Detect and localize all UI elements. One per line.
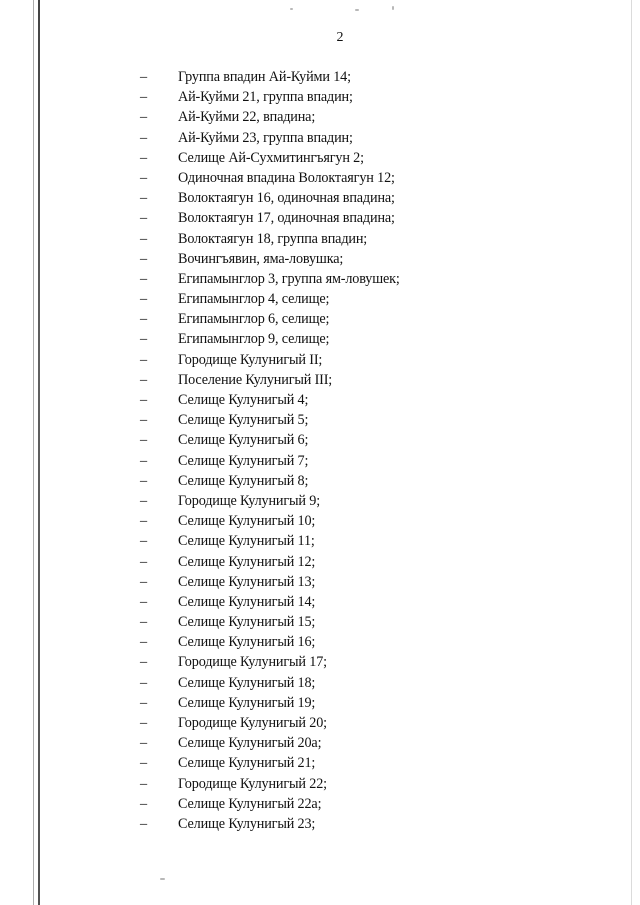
list-item xyxy=(0,632,640,652)
list-dash: – xyxy=(140,210,148,227)
list-item xyxy=(0,491,640,511)
list-item xyxy=(0,329,640,349)
scan-speck xyxy=(355,9,359,11)
list-item-text: Селище Кулунигый 8; xyxy=(178,472,309,489)
list-dash: – xyxy=(140,533,148,550)
list-item-text: Селище Кулунигый 6; xyxy=(178,432,309,449)
list-item-text: Ай-Куйми 23, группа впадин; xyxy=(178,129,353,146)
list-item xyxy=(0,67,640,87)
list-dash: – xyxy=(140,715,148,731)
list-item xyxy=(0,794,640,814)
list-item xyxy=(0,430,640,450)
list-dash: – xyxy=(140,775,148,792)
list-item xyxy=(0,511,640,531)
list-item-text: Селище Кулунигый 5; xyxy=(178,412,309,429)
list-item xyxy=(0,814,640,834)
scan-speck xyxy=(160,878,165,880)
list-dash: – xyxy=(140,492,148,509)
list-dash: – xyxy=(140,755,148,772)
list-item xyxy=(0,733,640,753)
list-item-text: Селище Кулунигый 14; xyxy=(178,593,316,610)
list-item-text: Ай-Куйми 22, впадина; xyxy=(178,109,316,126)
list-dash: – xyxy=(140,109,148,126)
list-dash: – xyxy=(140,149,148,166)
list-item-text: Городище Кулунигый 9; xyxy=(178,492,321,509)
list-item-text: Египамынглор 9, селище; xyxy=(178,331,330,348)
page-number: 2 xyxy=(336,30,344,45)
list-dash: – xyxy=(140,654,148,671)
list-item xyxy=(0,652,640,672)
list-item-text: Египамынглор 6, селище; xyxy=(178,311,330,328)
list-item-text: Селище Кулунигый 18; xyxy=(178,674,316,691)
list-dash: – xyxy=(140,392,148,408)
list-item xyxy=(0,774,640,794)
list-item-text: Селище Ай-Сухмитингъягун 2; xyxy=(178,149,364,166)
list-item xyxy=(0,552,640,572)
list-item xyxy=(0,451,640,471)
list-item-text: Группа впадин Ай-Куйми 14; xyxy=(178,69,351,85)
list-dash: – xyxy=(140,674,148,691)
list-item-text: Волоктаягун 17, одиночная впадина; xyxy=(178,210,395,227)
list-item-text: Египамынглор 4, селище; xyxy=(178,291,330,308)
list-item xyxy=(0,229,640,249)
list-item-text: Волоктаягун 18, группа впадин; xyxy=(178,230,368,247)
list-item xyxy=(0,87,640,107)
list-item xyxy=(0,531,640,551)
list-dash: – xyxy=(140,129,148,146)
list-item xyxy=(0,592,640,612)
list-dash: – xyxy=(140,311,148,328)
list-item xyxy=(0,713,640,733)
list-dash: – xyxy=(140,331,148,348)
list-item-text: Селище Кулунигый 19; xyxy=(178,694,316,711)
scan-speck xyxy=(392,6,394,10)
list-item xyxy=(0,188,640,208)
list-dash: – xyxy=(140,573,148,590)
list-item-text: Городище Кулунигый 17; xyxy=(178,654,327,671)
list-dash: – xyxy=(140,250,148,267)
list-dash: – xyxy=(140,513,148,530)
list-item-text: Городище Кулунигый 20; xyxy=(178,715,327,731)
list-item-text: Египамынглор 3, группа ям-ловушек; xyxy=(178,270,400,287)
list-item-text: Волоктаягун 16, одиночная впадина; xyxy=(178,190,395,207)
list-item-text: Селище Кулунигый 13; xyxy=(178,573,316,590)
list-item-text: Селище Кулунигый 20а; xyxy=(178,735,322,752)
list-item xyxy=(0,693,640,713)
list-item xyxy=(0,390,640,410)
list-item-text: Городище Кулунигый 22; xyxy=(178,775,327,792)
list-dash: – xyxy=(140,169,148,186)
list-item-text: Городище Кулунигый II; xyxy=(178,351,323,368)
list-item-text: Селище Кулунигый 23; xyxy=(178,815,316,832)
entry-list xyxy=(0,67,640,834)
list-dash: – xyxy=(140,412,148,429)
list-item xyxy=(0,673,640,693)
list-dash: – xyxy=(140,553,148,570)
list-item xyxy=(0,612,640,632)
list-item xyxy=(0,350,640,370)
list-item-text: Селище Кулунигый 11; xyxy=(178,533,315,550)
list-item xyxy=(0,572,640,592)
list-item-text: Селище Кулунигый 12; xyxy=(178,553,316,570)
list-item xyxy=(0,269,640,289)
list-item-text: Одиночная впадина Волоктаягун 12; xyxy=(178,169,395,186)
list-dash: – xyxy=(140,472,148,489)
list-item-text: Поселение Кулунигый III; xyxy=(178,371,333,388)
list-dash: – xyxy=(140,634,148,651)
list-item xyxy=(0,128,640,148)
list-item xyxy=(0,148,640,168)
list-dash: – xyxy=(140,89,148,106)
list-item-text: Селище Кулунигый 7; xyxy=(178,452,309,469)
list-dash: – xyxy=(140,815,148,832)
list-item-text: Селище Кулунигый 22а; xyxy=(178,795,322,812)
list-item xyxy=(0,289,640,309)
list-dash: – xyxy=(140,735,148,752)
list-dash: – xyxy=(140,270,148,287)
list-dash: – xyxy=(140,694,148,711)
list-item-text: Ай-Куйми 21, группа впадин; xyxy=(178,89,353,106)
list-dash: – xyxy=(140,371,148,388)
list-item xyxy=(0,370,640,390)
list-item-text: Селище Кулунигый 16; xyxy=(178,634,316,651)
list-dash: – xyxy=(140,614,148,631)
list-item xyxy=(0,168,640,188)
list-item xyxy=(0,471,640,491)
list-dash: – xyxy=(140,795,148,812)
list-dash: – xyxy=(140,432,148,449)
list-dash: – xyxy=(140,291,148,308)
list-dash: – xyxy=(140,230,148,247)
list-dash: – xyxy=(140,351,148,368)
list-dash: – xyxy=(140,593,148,610)
list-item xyxy=(0,208,640,228)
list-item-text: Селище Кулунигый 21; xyxy=(178,755,316,772)
scan-speck xyxy=(290,8,293,10)
list-item-text: Вочингъявин, яма-ловушка; xyxy=(178,250,344,267)
list-item xyxy=(0,410,640,430)
list-item-text: Селище Кулунигый 4; xyxy=(178,392,309,408)
list-item-text: Селище Кулунигый 15; xyxy=(178,614,316,631)
list-item xyxy=(0,249,640,269)
list-dash: – xyxy=(140,190,148,207)
list-item xyxy=(0,309,640,329)
list-item xyxy=(0,753,640,773)
list-item xyxy=(0,107,640,127)
list-dash: – xyxy=(140,452,148,469)
list-item-text: Селище Кулунигый 10; xyxy=(178,513,316,530)
list-dash: – xyxy=(140,69,148,85)
